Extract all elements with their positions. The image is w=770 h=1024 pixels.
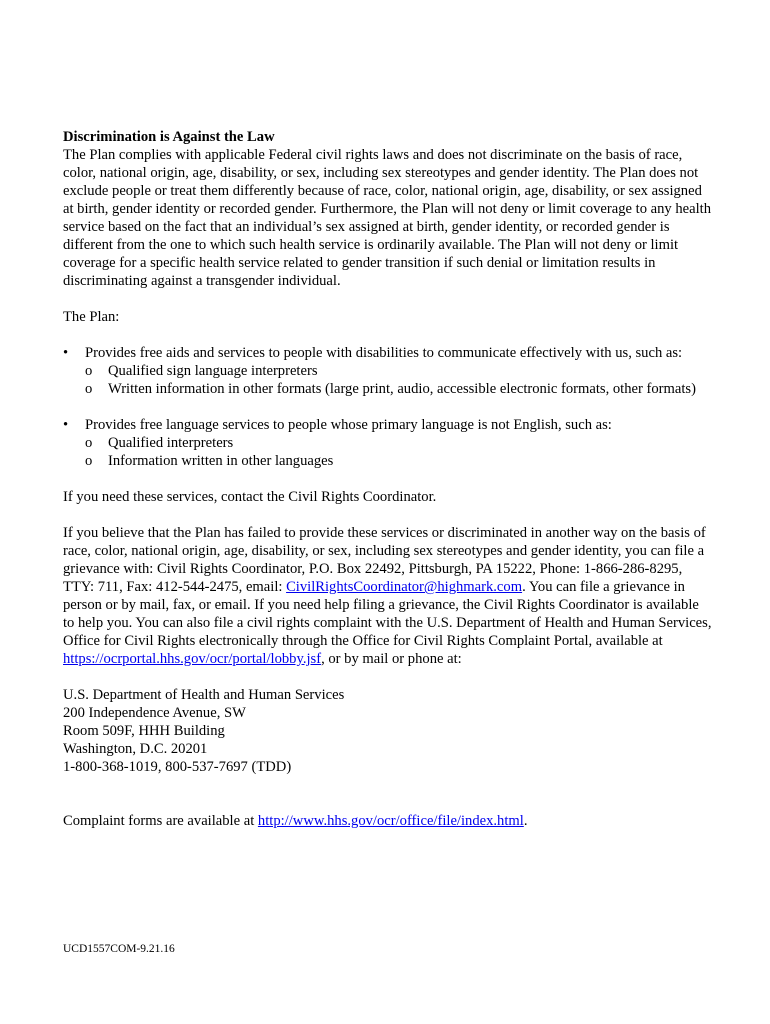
grievance-text: , or by mail or phone at: xyxy=(321,651,462,667)
grievance-text: . You can file a grievance in person or by mail, fax, or email. If you need help filing a grievance, the Civil Rights Coordinator is available to help you. You can also file a civil rights complaint with the U.S. Department of Health and Human Services, Office for Civil Rights electronically through the Office for Civil Rights Complaint Portal, available at xyxy=(63,579,712,649)
intro-paragraph: The Plan complies with applicable Federal civil rights laws and does not discriminate on the basis of race, color, national origin, age, disability, or sex, including sex stereotypes and gender identity. The Plan does not exclude people or treat them differently because of race, color, national origin, age, disability, or sex assigned at birth, gender identity or recorded gender. Furthermore, the Plan will not deny or limit coverage to any health service based on the fact that an individual’s sex assigned at birth, gender identity, or recorded gender is different from the one to which such health service is ordinarily available. The Plan will not deny or limit coverage for a specific health service related to gender transition if such denial or limitation results in discriminating against a transgender individual. xyxy=(63,147,712,289)
sub-bullet-icon: o xyxy=(85,363,93,379)
sub-list-item-text: Written information in other formats (large print, audio, accessible electronic formats, other formats) xyxy=(108,381,696,397)
grievance-paragraph xyxy=(63,524,713,668)
sub-list-item xyxy=(85,380,713,398)
hhs-address xyxy=(63,686,713,776)
spacer xyxy=(63,506,713,524)
footer-code: UCD1557COM-9.21.16 xyxy=(63,943,175,955)
bullet-icon: • xyxy=(63,345,69,361)
address-line: Room 509F, HHH Building xyxy=(63,723,225,739)
spacer xyxy=(63,326,713,344)
list-item-text: Provides free aids and services to people with disabilities to communicate effectively with us, such as: xyxy=(85,345,683,361)
address-phone: 1-800-368-1019, 800-537-7697 (TDD) xyxy=(63,759,292,775)
plan-label: The Plan: xyxy=(63,309,120,325)
document-heading: Discrimination is Against the Law xyxy=(63,129,275,145)
address-line: Washington, D.C. 20201 xyxy=(63,741,208,757)
address-line: 200 Independence Avenue, SW xyxy=(63,705,246,721)
list-item xyxy=(63,344,713,398)
spacer xyxy=(63,668,713,686)
sub-list xyxy=(85,434,713,470)
spacer xyxy=(63,794,713,812)
spacer xyxy=(63,776,713,794)
sub-bullet-icon: o xyxy=(85,435,93,451)
complaint-forms-line xyxy=(63,812,713,830)
sub-list-item xyxy=(85,362,713,380)
sub-list-item xyxy=(85,452,713,470)
sub-list xyxy=(85,362,713,398)
spacer xyxy=(63,398,713,416)
sub-bullet-icon: o xyxy=(85,453,93,469)
sub-list-item-text: Qualified sign language interpreters xyxy=(108,363,318,379)
coordinator-email-link[interactable]: CivilRightsCoordinator@highmark.com xyxy=(286,579,523,595)
complaint-text: . xyxy=(523,813,528,829)
document-body xyxy=(63,128,713,830)
sub-list-item-text: Qualified interpreters xyxy=(108,435,234,451)
ocr-portal-link[interactable]: https://ocrportal.hhs.gov/ocr/portal/lobby.jsf xyxy=(63,651,322,667)
sub-list-item xyxy=(85,434,713,452)
spacer xyxy=(63,290,713,308)
complaint-forms-link[interactable]: http://www.hhs.gov/ocr/office/file/index.html xyxy=(257,813,524,829)
spacer xyxy=(63,470,713,488)
bullet-icon: • xyxy=(63,417,69,433)
sub-bullet-icon: o xyxy=(85,381,93,397)
sub-list-item-text: Information written in other languages xyxy=(108,453,334,469)
services-list xyxy=(63,344,713,470)
list-item-text: Provides free language services to people whose primary language is not English, such as: xyxy=(85,417,612,433)
grievance-text: If you believe that the Plan has failed to provide these services or discriminated in another way on the basis of race, color, national origin, age, disability, or sex, including sex stereotypes and gender identity, you can file a grievance with: Civil Rights Coordinator, P.O. Box 22492, Pittsburgh, PA 15222, Phone: 1-866-286-8295, TTY: 711, Fax: 412-544-2475, email: xyxy=(63,525,706,595)
complaint-text: Complaint forms are available at xyxy=(63,813,258,829)
address-line: U.S. Department of Health and Human Services xyxy=(63,687,345,703)
list-item xyxy=(63,416,713,470)
contact-line: If you need these services, contact the Civil Rights Coordinator. xyxy=(63,489,437,505)
